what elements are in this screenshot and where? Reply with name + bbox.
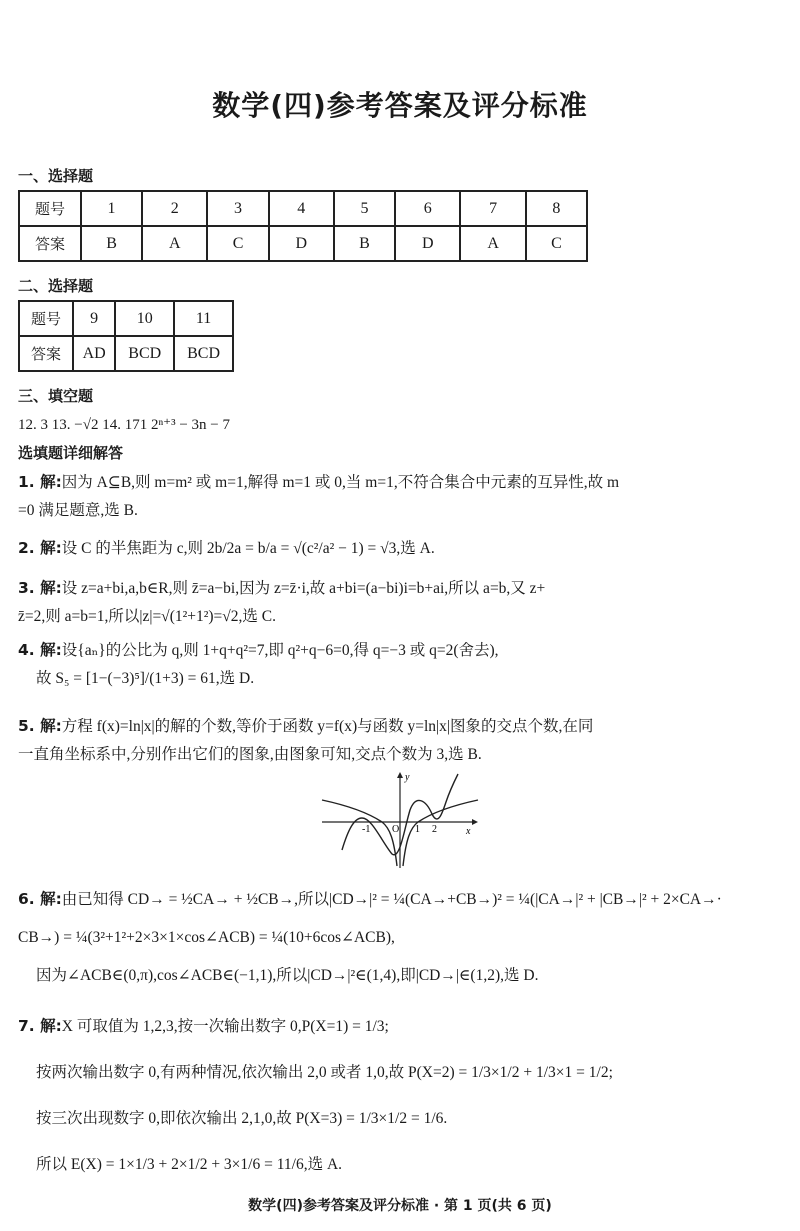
solution-line: X 可取值为 1,2,3,按一次输出数字 0,P(X=1) = 1/3;	[61, 1018, 389, 1035]
table-cell: 9	[73, 301, 115, 336]
solution-line: CB→) = ¼(3²+1²+2×3×1×cos∠ACB) = ¼(10+6cos∠ACB),	[18, 929, 395, 946]
x-axis-arrow	[472, 819, 478, 825]
section-heading-fill-blank: 三、填空题	[18, 387, 94, 405]
table-row	[19, 226, 587, 261]
table-cell: AD	[73, 336, 115, 371]
section-heading-multi-select: 二、选择题	[18, 277, 94, 295]
table-header-cell: 题号	[19, 191, 81, 226]
solution-label: 2. 解:	[18, 539, 62, 557]
table-cell: 1	[81, 191, 142, 226]
table-cell: 5	[334, 191, 395, 226]
solution-line: 设{aₙ}的公比为 q,则 1+q+q²=7,即 q²+q−6=0,得 q=−3 或 q=2(舍去),	[61, 642, 499, 659]
tick-label: 1	[415, 824, 420, 835]
solution-7	[18, 1003, 784, 1188]
solution-line: 按两次输出数字 0,有两种情况,依次输出 2,0 或者 1,0,故 P(X=2) = 1/3×1/2 + 1/3×1 = 1/2;	[36, 1064, 613, 1081]
table-cell: BCD	[174, 336, 233, 371]
function-graph	[320, 770, 480, 870]
table-cell: A	[460, 226, 525, 261]
solution-5	[18, 712, 784, 769]
solution-label: 6. 解:	[18, 890, 62, 908]
table-cell: 8	[526, 191, 587, 226]
table-cell: BCD	[115, 336, 174, 371]
table-header-cell: 答案	[19, 336, 73, 371]
table-cell: 10	[115, 301, 174, 336]
solution-1	[18, 468, 784, 525]
solution-line: 方程 f(x)=ln|x|的解的个数,等价于函数 y=f(x)与函数 y=ln|x|图象的交点个数,在同	[61, 718, 594, 735]
answer-table-1	[18, 190, 588, 262]
solution-label: 7. 解:	[18, 1017, 62, 1035]
table-row	[19, 336, 233, 371]
table-cell: B	[334, 226, 395, 261]
table-cell: 6	[395, 191, 460, 226]
table-cell: 4	[269, 191, 334, 226]
table-cell: 2	[142, 191, 207, 226]
table-cell: 3	[207, 191, 268, 226]
solution-2	[18, 534, 784, 563]
page-footer: 数学(四)参考答案及评分标准 · 第 1 页(共 6 页)	[248, 1198, 552, 1214]
solution-line: 因为∠ACB∈(0,π),cos∠ACB∈(−1,1),所以|CD→|²∈(1,4),即|CD→|∈(1,2),选 D.	[36, 967, 539, 984]
table-cell: D	[269, 226, 334, 261]
solution-line: 由已知得 CD→ = ½CA→ + ½CB→,所以|CD→|² = ¼(CA→+CB→)² = ¼(|CA→|² + |CB→|² + 2×CA→·	[61, 891, 722, 908]
table-header-cell: 答案	[19, 226, 81, 261]
table-cell: C	[526, 226, 587, 261]
solution-label: 5. 解:	[18, 717, 62, 735]
section-heading-multiple-choice: 一、选择题	[18, 167, 94, 185]
table-row	[19, 191, 587, 226]
fill-blank-answers: 12. 3 13. −√2 14. 171 2ⁿ⁺³ − 3n − 7	[18, 417, 230, 433]
page-title: 数学(四)参考答案及评分标准	[212, 89, 588, 122]
tick-label: -1	[362, 824, 371, 835]
solution-label: 3. 解:	[18, 579, 62, 597]
table-cell: B	[81, 226, 142, 261]
solution-line: z̄=2,则 a=b=1,所以|z|=√(1²+1²)=√2,选 C.	[18, 608, 277, 625]
table-cell: D	[395, 226, 460, 261]
table-cell: A	[142, 226, 207, 261]
solution-line: 所以 E(X) = 1×1/3 + 2×1/2 + 3×1/6 = 11/6,选 A.	[36, 1156, 343, 1173]
solution-6	[18, 880, 784, 995]
solution-line: 因为 A⊆B,则 m=m² 或 m=1,解得 m=1 或 0,当 m=1,不符合集合中元素的互异性,故 m	[61, 474, 620, 491]
solution-4	[18, 636, 784, 693]
solution-line: 故 S₅ = [1−(−3)⁵]/(1+3) = 61,选 D.	[36, 670, 255, 687]
section-heading-solutions: 选填题详细解答	[18, 444, 124, 462]
solution-line: =0 满足题意,选 B.	[18, 502, 138, 519]
table-row	[19, 301, 233, 336]
y-axis-label: y	[405, 772, 410, 783]
table-cell: 7	[460, 191, 525, 226]
table-cell: C	[207, 226, 268, 261]
solution-line: 按三次出现数字 0,即依次输出 2,1,0,故 P(X=3) = 1/3×1/2 = 1/6.	[36, 1110, 448, 1127]
solution-label: 1. 解:	[18, 473, 62, 491]
solution-line: 一直角坐标系中,分别作出它们的图象,由图象可知,交点个数为 3,选 B.	[18, 746, 482, 763]
solution-line: 设 z=a+bi,a,b∈R,则 z̄=a−bi,因为 z=z̄·i,故 a+bi=(a−bi)i=b+ai,所以 a=b,又 z+	[61, 580, 546, 597]
table-header-cell: 题号	[19, 301, 73, 336]
y-axis-arrow	[397, 772, 403, 778]
answer-table-2	[18, 300, 234, 372]
table-cell: 11	[174, 301, 233, 336]
curve-ln-left	[322, 800, 400, 866]
solution-line: 设 C 的半焦距为 c,则 2b/2a = b/a = √(c²/a² − 1) = √3,选 A.	[61, 540, 435, 557]
x-axis-label: x	[466, 826, 471, 837]
solution-3	[18, 574, 784, 631]
tick-label: 2	[432, 824, 437, 835]
origin-label: O	[392, 824, 400, 835]
solution-label: 4. 解:	[18, 641, 62, 659]
